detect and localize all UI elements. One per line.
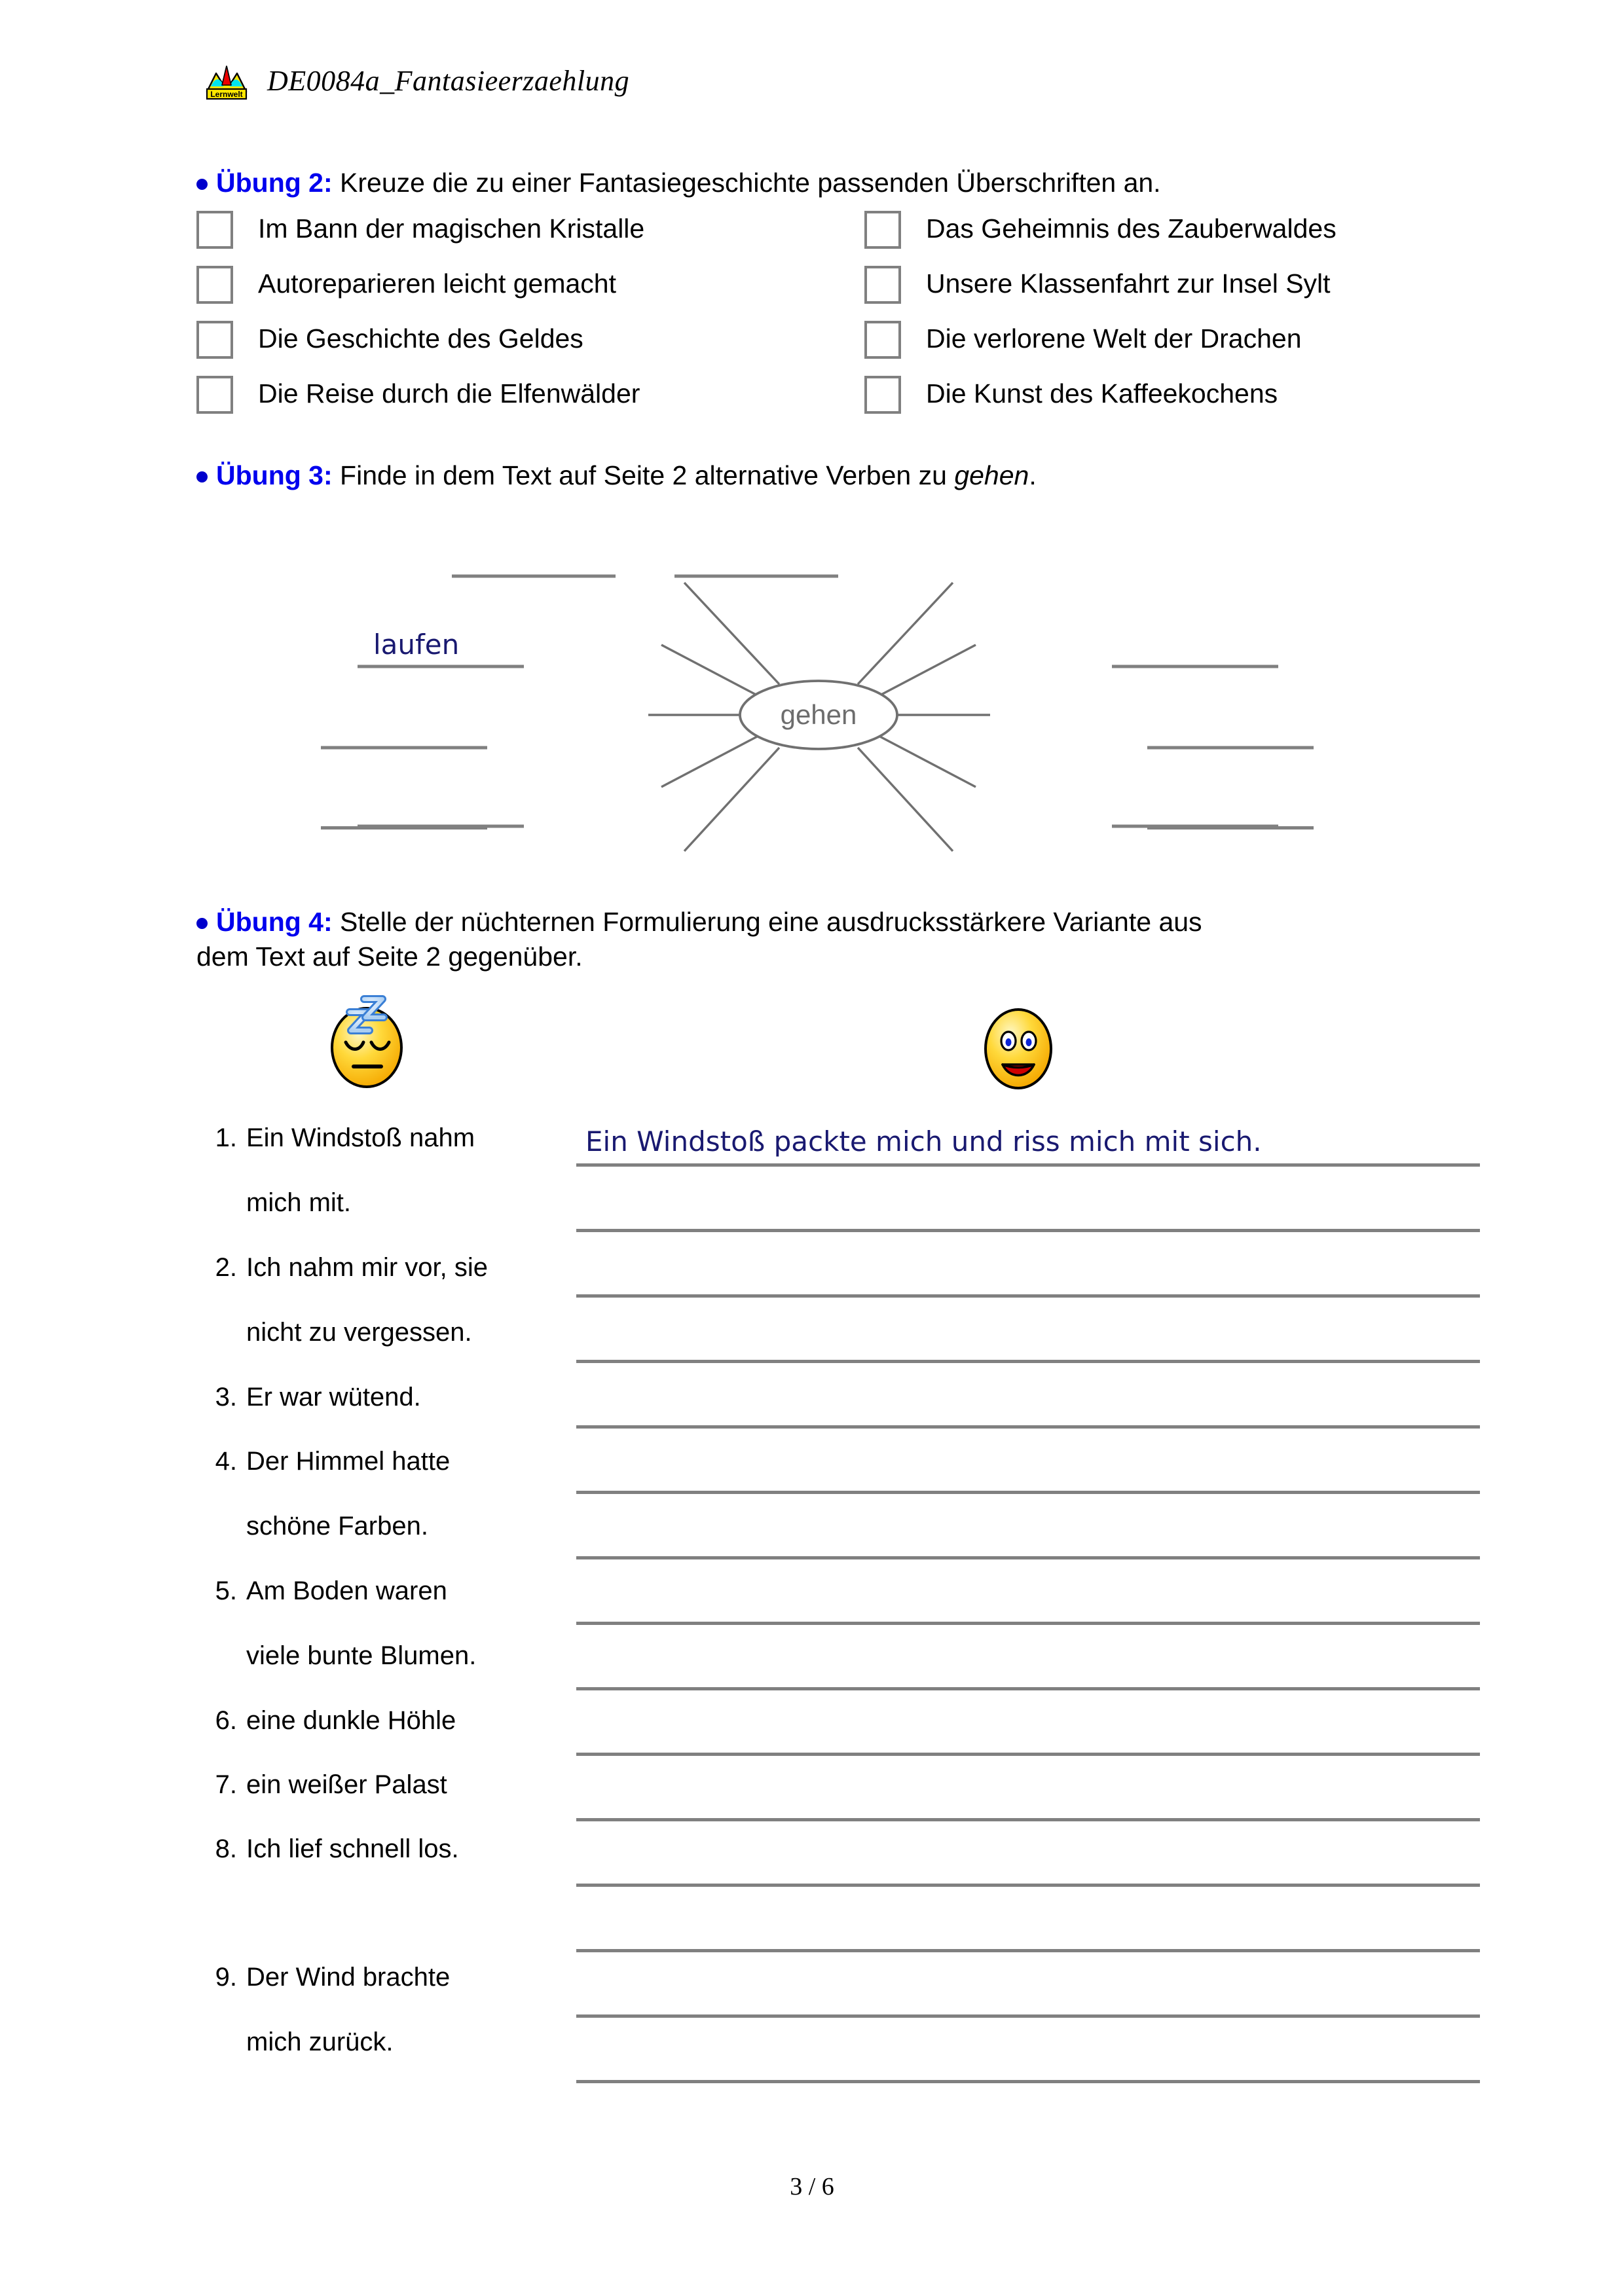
checkbox-label: Die verlorene Welt der Drachen [926, 323, 1302, 354]
checkbox-option[interactable] [196, 264, 864, 304]
prompt-text-cont: mich zurück. [246, 2028, 394, 2056]
exercise2-heading [196, 166, 1161, 200]
prompt-item [196, 1576, 447, 1607]
answer-line[interactable] [576, 1753, 1480, 1756]
checkbox-input[interactable] [864, 266, 901, 304]
prompt-text: Ich nahm mir vor, sie [246, 1253, 489, 1282]
exercise3-label: Übung 3: [216, 460, 333, 490]
document-title: DE0084a_Fantasieerzaehlung [267, 64, 630, 97]
answer-line[interactable] [576, 1229, 1480, 1232]
checkbox-option[interactable] [864, 264, 1441, 304]
prompt-item [196, 1446, 450, 1477]
checkbox-label: Die Geschichte des Geldes [258, 323, 583, 354]
bullet-dot-icon [196, 471, 208, 483]
checkbox-option[interactable] [196, 210, 864, 249]
prompt-text: Der Himmel hatte [246, 1447, 451, 1476]
prompt-item [196, 1834, 459, 1865]
checkbox-input[interactable] [864, 376, 901, 414]
prompt-text-cont: viele bunte Blumen. [246, 1641, 477, 1670]
exercise4-instruction-line1: Stelle der nüchternen Formulierung eine ausdrucksstärkere Variante aus [340, 907, 1202, 937]
word-web-svg [196, 543, 1441, 884]
prompt-number: 8. [215, 1834, 237, 1863]
checkbox-label: Die Kunst des Kaffeekochens [926, 378, 1278, 409]
prompt-item [196, 1770, 447, 1800]
smiling-face-icon [972, 999, 1064, 1099]
prompt-number: 2. [215, 1253, 237, 1282]
exercise4-label: Übung 4: [216, 907, 333, 937]
exercise4-heading [196, 905, 1460, 975]
checkbox-row [196, 210, 1441, 264]
bullet-dot-icon [196, 918, 208, 929]
prompt-number: 9. [215, 1963, 237, 1992]
checkbox-input[interactable] [196, 376, 233, 414]
exercise2-instruction: Kreuze die zu einer Fantasiegeschichte passenden Überschriften an. [340, 168, 1161, 198]
exercise2-label: Übung 2: [216, 168, 333, 198]
checkbox-input[interactable] [864, 211, 901, 249]
answer-line[interactable] [576, 1491, 1480, 1494]
checkbox-row [196, 264, 1441, 319]
spoke-line [661, 645, 761, 697]
answer-line[interactable] [576, 1884, 1480, 1887]
checkbox-label: Im Bann der magischen Kristalle [258, 213, 645, 244]
answer-line[interactable] [576, 2014, 1480, 2018]
checkbox-row [196, 374, 1441, 429]
spoke-line [661, 735, 761, 787]
prompt-number: 5. [215, 1576, 237, 1605]
answer-line[interactable] [576, 1294, 1480, 1298]
word-web-filled-answer: laufen [373, 629, 460, 661]
checkbox-option[interactable] [864, 374, 1441, 414]
checkbox-row [196, 319, 1441, 374]
prompt-item [196, 1123, 475, 1154]
page-footer: 3 / 6 [790, 2173, 834, 2200]
spoke-line [858, 748, 953, 851]
prompt-text: eine dunkle Höhle [246, 1706, 456, 1735]
prompt-number: 6. [215, 1706, 237, 1735]
blank-line [1147, 826, 1314, 829]
answer-line[interactable] [576, 1163, 1480, 1167]
checkbox-label: Das Geheimnis des Zauberwaldes [926, 213, 1337, 244]
answer-line[interactable] [576, 1949, 1480, 1952]
document-header [203, 60, 629, 101]
answer-line[interactable] [576, 2080, 1480, 2083]
exercise2-options-grid [196, 210, 1441, 429]
prompt-item [196, 1962, 450, 1993]
spoke-line [684, 583, 779, 684]
checkbox-input[interactable] [196, 211, 233, 249]
word-web-center-label: gehen [780, 699, 857, 730]
checkbox-label: Die Reise durch die Elfenwälder [258, 378, 640, 409]
word-web-diagram [196, 543, 1441, 884]
prompt-text-cont: mich mit. [246, 1188, 351, 1217]
prompt-text: Der Wind brachte [246, 1963, 451, 1992]
checkbox-input[interactable] [864, 321, 901, 359]
spoke-line [684, 748, 779, 851]
emoji-row [196, 990, 1441, 1095]
prompt-number: 7. [215, 1770, 237, 1799]
prompt-number: 3. [215, 1383, 237, 1412]
prompt-text: Am Boden waren [246, 1576, 447, 1605]
prompt-text-cont: nicht zu vergessen. [246, 1318, 472, 1347]
answer-line[interactable] [576, 1622, 1480, 1625]
sleepy-face-icon [321, 990, 413, 1089]
checkbox-option[interactable] [196, 374, 864, 414]
prompt-text: Er war wütend. [246, 1383, 421, 1412]
checkbox-input[interactable] [196, 266, 233, 304]
lernwelt-logo-icon [203, 60, 250, 101]
bullet-dot-icon [196, 179, 208, 190]
answer-line[interactable] [576, 1360, 1480, 1363]
checkbox-label: Unsere Klassenfahrt zur Insel Sylt [926, 268, 1331, 299]
prompt-text: Ich lief schnell los. [246, 1834, 459, 1863]
exercise3-instruction-before: Finde in dem Text auf Seite 2 alternative Verben zu [340, 460, 955, 490]
checkbox-option[interactable] [864, 210, 1441, 249]
answer-line[interactable] [576, 1556, 1480, 1559]
prompt-item [196, 1252, 488, 1283]
prompt-item [196, 1705, 456, 1736]
checkbox-option[interactable] [864, 319, 1441, 359]
answer-line[interactable] [576, 1818, 1480, 1821]
spoke-line [876, 735, 976, 787]
answer-filled-text: Ein Windstoß packte mich und riss mich mit sich. [585, 1125, 1262, 1157]
prompt-text: Ein Windstoß nahm [246, 1123, 475, 1152]
exercise3-heading [196, 458, 1037, 493]
svg-text:Lernwelt: Lernwelt [210, 90, 243, 99]
answer-line[interactable] [576, 1425, 1480, 1429]
blank-line [321, 826, 487, 829]
checkbox-option[interactable] [196, 319, 864, 359]
checkbox-input[interactable] [196, 321, 233, 359]
exercise4-instruction-line2: dem Text auf Seite 2 gegenüber. [196, 941, 583, 972]
prompt-text-cont: schöne Farben. [246, 1512, 428, 1540]
prompt-text: ein weißer Palast [246, 1770, 447, 1799]
answer-line[interactable] [576, 1687, 1480, 1690]
spoke-line [858, 583, 953, 684]
checkbox-label: Autoreparieren leicht gemacht [258, 268, 616, 299]
exercise3-instruction-italic: gehen [954, 460, 1029, 490]
exercise3-instruction-after: . [1029, 460, 1037, 490]
prompt-number: 4. [215, 1447, 237, 1476]
prompt-number: 1. [215, 1123, 237, 1152]
spoke-line [876, 645, 976, 697]
prompt-item [196, 1382, 421, 1413]
